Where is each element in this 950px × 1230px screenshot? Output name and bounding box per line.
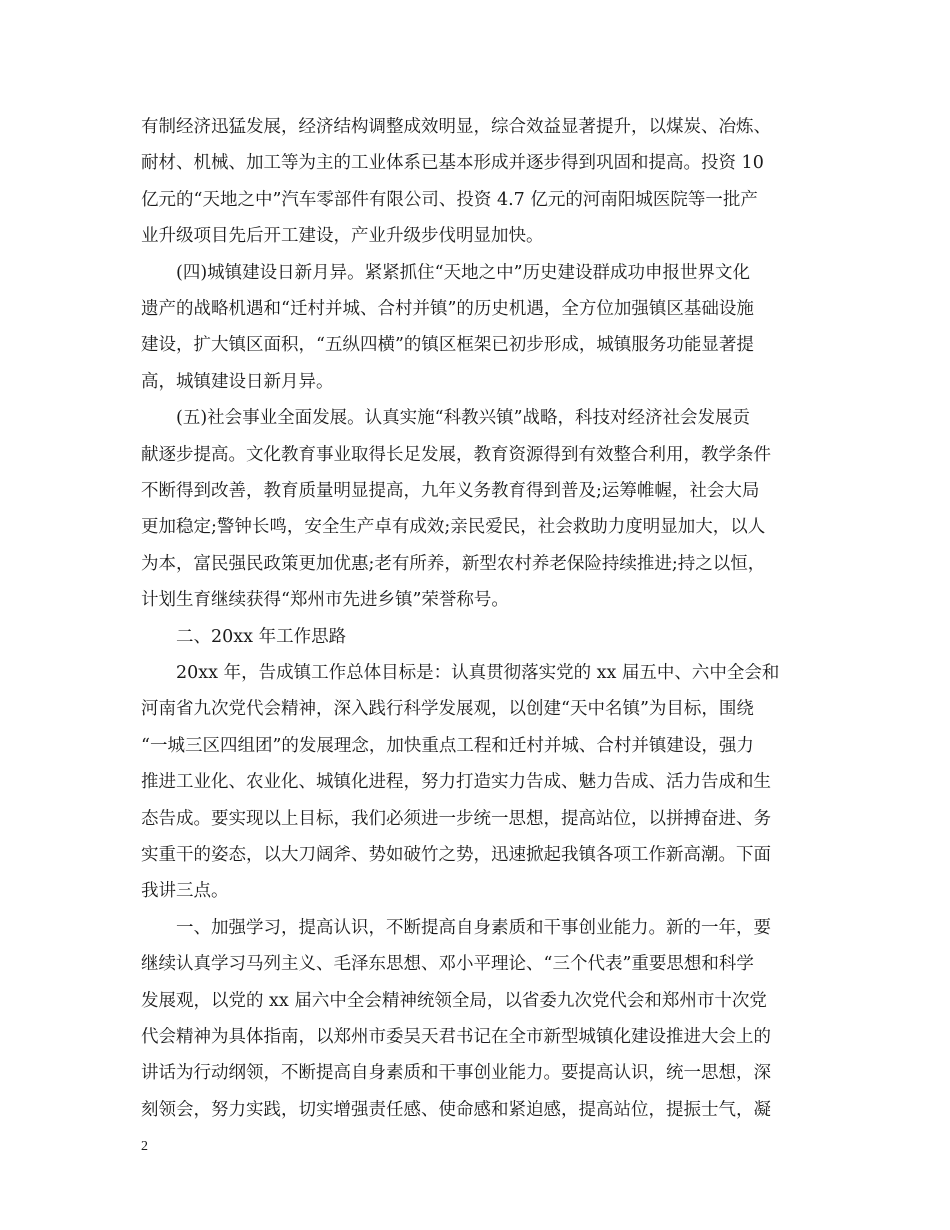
text-line: 耐材、机械、加工等为主的工业体系已基本形成并逐步得到巩固和提高。投资 10 <box>141 153 764 174</box>
text-line: 不断得到改善，教育质量明显提高，九年义务教育得到普及;运筹帷幄，社会大局 <box>141 481 760 501</box>
text-line: 发展观，以党的 xx 届六中全会精神统领全局，以省委九次党代会和郑州市十次党 <box>141 990 767 1011</box>
text-line: 高，城镇建设日新月异。 <box>141 371 334 392</box>
text-line: 我讲三点。 <box>141 881 229 902</box>
text-line: 讲话为行动纲领，不断提高自身素质和干事创业能力。要提高认识，统一思想，深 <box>141 1063 771 1084</box>
text-line: 业升级项目先后开工建设，产业升级步伐明显加快。 <box>141 226 544 247</box>
text-line: 有制经济迅猛发展，经济结构调整成效明显，综合效益显著提升，以煤炭、冶炼、 <box>141 117 771 137</box>
text-line: 代会精神为具体指南，以郑州市委吴天君书记在全市新型城镇化建设推进大会上的 <box>141 1027 771 1047</box>
text-line: 计划生育继续获得“郑州市先进乡镇”荣誉称号。 <box>141 590 509 611</box>
text-line: 河南省九次党代会精神，深入践行科学发展观，以创建“天中名镇”为目标，围绕 <box>141 699 754 720</box>
page-number: 2 <box>141 1139 148 1154</box>
text-line: 一、加强学习，提高认识，不断提高自身素质和干事创业能力。新的一年，要 <box>141 917 771 938</box>
text-line: “一城三区四组团”的发展理念，加快重点工程和迁村并城、合村并镇建设，强力 <box>141 735 754 756</box>
text-line: 建设，扩大镇区面积，“五纵四横”的镇区框架已初步形成，城镇服务功能显著提 <box>141 335 754 356</box>
text-line: 更加稳定;警钟长鸣，安全生产卓有成效;亲民爱民，社会救助力度明显加大，以人 <box>141 517 766 538</box>
text-line: 亿元的“天地之中”汽车零部件有限公司、投资 4.7 亿元的河南阳城医院等一批产 <box>141 189 758 210</box>
text-line: 推进工业化、农业化、城镇化进程，努力打造实力告成、魅力告成、活力告成和生 <box>141 772 771 793</box>
text-line: 二、20xx 年工作思路 <box>141 626 347 647</box>
text-line: 实重干的姿态，以大刀阔斧、势如破竹之势，迅速掀起我镇各项工作新高潮。下面 <box>141 845 771 865</box>
text-line: 为本，富民强民政策更加优惠;老有所养，新型农村养老保险持续推进;持之以恒， <box>141 553 766 574</box>
text-line: 继续认真学习马列主义、毛泽东思想、邓小平理论、“三个代表”重要思想和科学 <box>141 954 754 975</box>
text-line: 献逐步提高。文化教育事业取得长足发展，教育资源得到有效整合利用，教学条件 <box>141 444 771 465</box>
text-line: 20xx 年，告成镇工作总体目标是：认真贯彻落实党的 xx 届五中、六中全会和 <box>141 663 780 683</box>
text-line: (五)社会事业全面发展。认真实施“科教兴镇”战略，科技对经济社会发展贡 <box>141 408 751 429</box>
text-line: 态告成。要实现以上目标，我们必须进一步统一思想，提高站位，以拼搏奋进、务 <box>141 808 771 829</box>
text-line: (四)城镇建设日新月异。紧紧抓住“天地之中”历史建设群成功申报世界文化 <box>141 262 751 283</box>
text-line: 遗产的战略机遇和“迁村并城、合村并镇”的历史机遇，全方位加强镇区基础设施 <box>141 299 754 319</box>
text-line: 刻领会，努力实践，切实增强责任感、使命感和紧迫感，提高站位，提振士气，凝 <box>141 1099 771 1120</box>
